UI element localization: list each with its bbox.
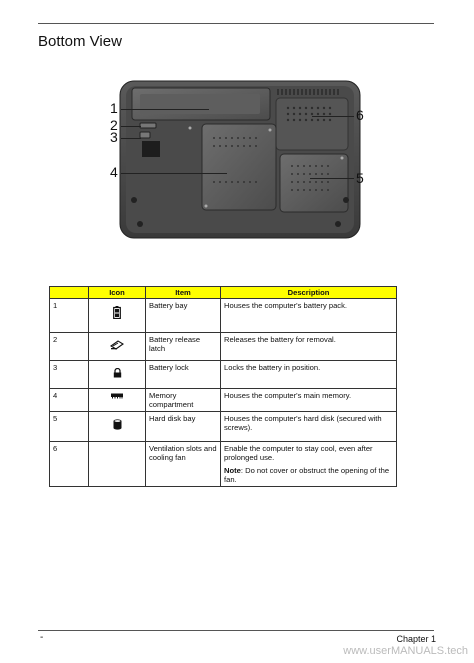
callout-3-line — [121, 138, 141, 139]
row-icon-cell — [89, 333, 146, 361]
row-number: 5 — [50, 412, 89, 442]
battery-release-icon — [110, 340, 124, 350]
table-row — [50, 299, 397, 333]
callout-6-line — [312, 116, 354, 117]
row-item: Battery bay — [146, 299, 221, 333]
page-title: Bottom View — [38, 33, 122, 50]
callout-4: 4 — [110, 164, 118, 180]
row-description: Houses the computer's battery pack. — [221, 299, 397, 333]
header-description: Description — [221, 287, 397, 299]
callout-5-line — [310, 178, 354, 179]
row-number: 6 — [50, 442, 89, 487]
row-item: Memory compartment — [146, 389, 221, 412]
row-icon-cell — [89, 299, 146, 333]
table-row — [50, 442, 397, 487]
row-item: Battery release latch — [146, 333, 221, 361]
row-item: Ventilation slots and cooling fan — [146, 442, 221, 487]
callout-6: 6 — [356, 107, 364, 123]
row-description: Releases the battery for removal. — [221, 333, 397, 361]
note-text — [224, 466, 393, 484]
table-row — [50, 412, 397, 442]
row-description: Houses the computer's hard disk (secured with screws). — [221, 412, 397, 442]
row-number: 2 — [50, 333, 89, 361]
callout-4-line — [121, 173, 227, 174]
row-description-cell — [221, 442, 397, 487]
row-description: Houses the computer's main memory. — [221, 389, 397, 412]
row-icon-cell — [89, 361, 146, 389]
note-body: : Do not cover or obstruct the opening of the fan. — [224, 466, 390, 484]
table-row — [50, 389, 397, 412]
row-description: Locks the battery in position. — [221, 361, 397, 389]
row-item: Battery lock — [146, 361, 221, 389]
row-icon-cell — [89, 442, 146, 487]
bottom-rule — [38, 630, 434, 631]
watermark: www.userMANUALS.tech — [343, 645, 468, 657]
lock-icon — [113, 368, 122, 378]
note-label: Note — [224, 466, 241, 475]
footer-page-number: - — [40, 632, 44, 643]
callout-1: 1 — [110, 100, 118, 116]
callout-2: 2 — [110, 117, 118, 133]
header-item: Item — [146, 287, 221, 299]
hard-disk-icon — [113, 419, 122, 430]
row-item: Hard disk bay — [146, 412, 221, 442]
table-row — [50, 333, 397, 361]
callout-2-line — [121, 126, 141, 127]
callout-1-line — [121, 109, 209, 110]
row-description: Enable the computer to stay cool, even after prolonged use. — [224, 444, 373, 462]
row-number: 4 — [50, 389, 89, 412]
row-number: 1 — [50, 299, 89, 333]
table-row — [50, 361, 397, 389]
row-number: 3 — [50, 361, 89, 389]
table-header-row — [50, 287, 397, 299]
components-table — [49, 286, 397, 487]
row-icon-cell — [89, 389, 146, 412]
header-icon: Icon — [89, 287, 146, 299]
callout-3: 3 — [110, 129, 118, 145]
laptop-bottom-image — [110, 78, 370, 243]
top-rule — [38, 23, 434, 24]
row-icon-cell — [89, 412, 146, 442]
header-number — [50, 287, 89, 299]
callout-5: 5 — [356, 170, 364, 186]
memory-icon — [111, 393, 123, 399]
battery-icon — [113, 306, 121, 319]
footer-chapter: Chapter 1 — [396, 634, 436, 644]
